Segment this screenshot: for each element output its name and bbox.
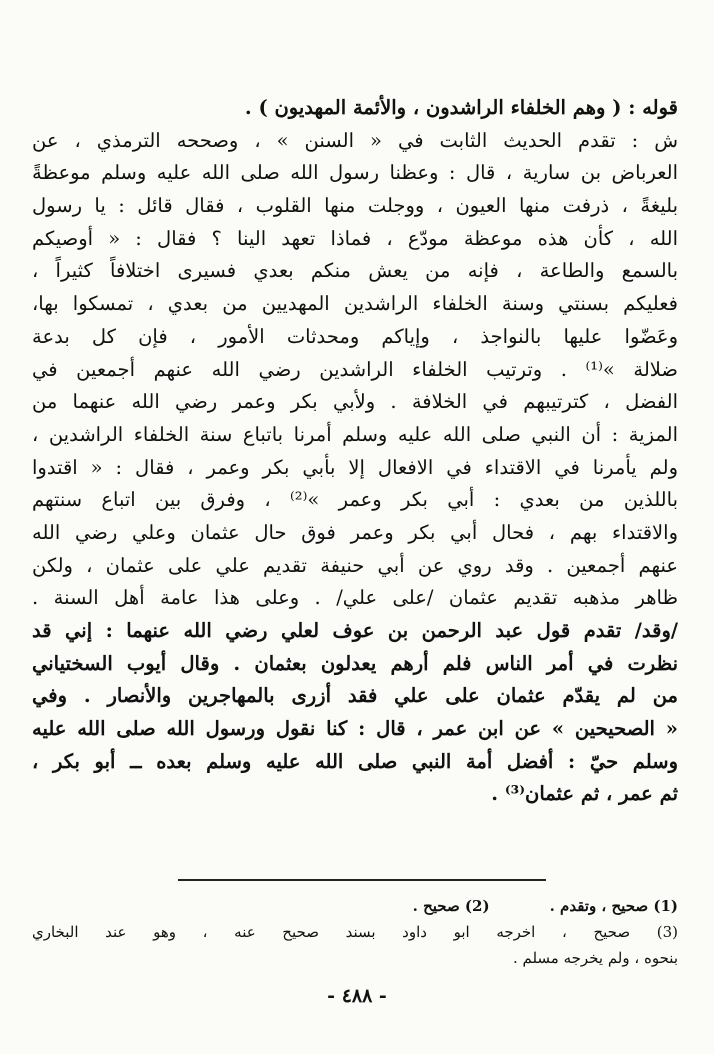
text-line: فعليكم بسنتي وسنة الخلفاء الراشدين المهديين من بعدي ، تمسكوا بها، [32, 292, 678, 316]
text-line: الله ، كأن هذه موعظة مودّع ، فماذا تعهد الينا ؟ فقال : « أوصيكم [32, 226, 678, 250]
heading-line: قوله : ( وهم الخلفاء الراشدون ، والأئمة المهديون ) . [244, 96, 678, 119]
footnote-3-continued: بنحوه ، ولم يخرجه مسلم . [512, 949, 678, 967]
text-line: ضلالة »⁽¹⁾ . وترتيب الخلفاء الراشدين رضي الله عنهم أجمعين في [32, 357, 678, 381]
text-line: /وقد/ تقدم قول عبد الرحمن بن عوف لعلي رضي الله عنهما : إني قد [32, 619, 678, 642]
text-line: وسلم حيّ : أفضل أمة النبي صلى الله عليه وسلم بعده ــ أبو بكر ، [32, 749, 678, 773]
text-line: من لم يقدّم عثمان على علي فقد أزرى بالمهاجرين والأنصار . وفي [32, 684, 678, 708]
text-line: والاقتداء بهم ، فحال أبي بكر وعمر فوق حال عثمان وعلي رضي الله [32, 520, 678, 544]
text-line: العرباض بن سارية ، قال : وعظنا رسول الله صلى الله عليه وسلم موعظةً [32, 161, 678, 185]
text-line: وعَضّوا عليها بالنواجذ ، وإياكم ومحدثات الأمور ، فإن كل بدعة [32, 324, 678, 348]
footnotes [32, 893, 678, 971]
text-line: نظرت في أمر الناس فلم أرهم يعدلون بعثمان . وقال أيوب السختياني [32, 651, 678, 675]
main-text [32, 92, 678, 811]
footnote-2: (2) صحيح . [412, 897, 490, 915]
footnote-1: (1) صحيح ، وتقدم . [549, 897, 678, 915]
text-line: عنهم أجمعين . وقد روي عن أبي حنيفة تقديم علي على عثمان ، ولكن [32, 553, 678, 577]
text-line: ثم عمر ، ثم عثمان⁽³⁾ . [491, 782, 678, 806]
page-number: - ٤٨٨ - [327, 985, 387, 1007]
text-line: باللذين من بعدي : أبي بكر وعمر »⁽²⁾ ، وفرق بين اتباع سنتهم [32, 488, 678, 512]
text-line: بليغةً ، ذرفت منها العيون ، ووجلت منها القلوب ، فقال قائل : يا رسول [32, 194, 678, 218]
text-line: ش : تقدم الحديث الثابت في « السنن » ، وصححه الترمذي ، عن [32, 128, 678, 152]
text-line: ظاهر مذهبه تقديم عثمان /على علي/ . وعلى هذا عامة أهل السنة . [32, 586, 678, 610]
footnote-3: (3) صحيح ، اخرجه ابو داود بسند صحيح عنه ، وهو عند البخاري [32, 923, 678, 941]
text-line: ولم يأمرنا في الاقتداء في الافعال إلا بأبي بكر وعمر ، فقال : « اقتدوا [32, 455, 678, 479]
footnote-divider [178, 879, 546, 881]
text-line: بالسمع والطاعة ، فإنه من يعش منكم بعدي فسيرى اختلافاً كثيراً ، [32, 259, 678, 283]
text-line: الفضل ، كترتيبهم في الخلافة . ولأبي بكر وعمر رضي الله عنهما من [32, 390, 678, 414]
footnote-row [32, 893, 678, 919]
text-line: « الصحيحين » عن ابن عمر ، قال : كنا نقول ورسول الله صلى الله عليه [32, 717, 678, 741]
text-line: المزية : أن النبي صلى الله عليه وسلم أمرنا باتباع سنة الخلفاء الراشدين ، [32, 422, 678, 446]
